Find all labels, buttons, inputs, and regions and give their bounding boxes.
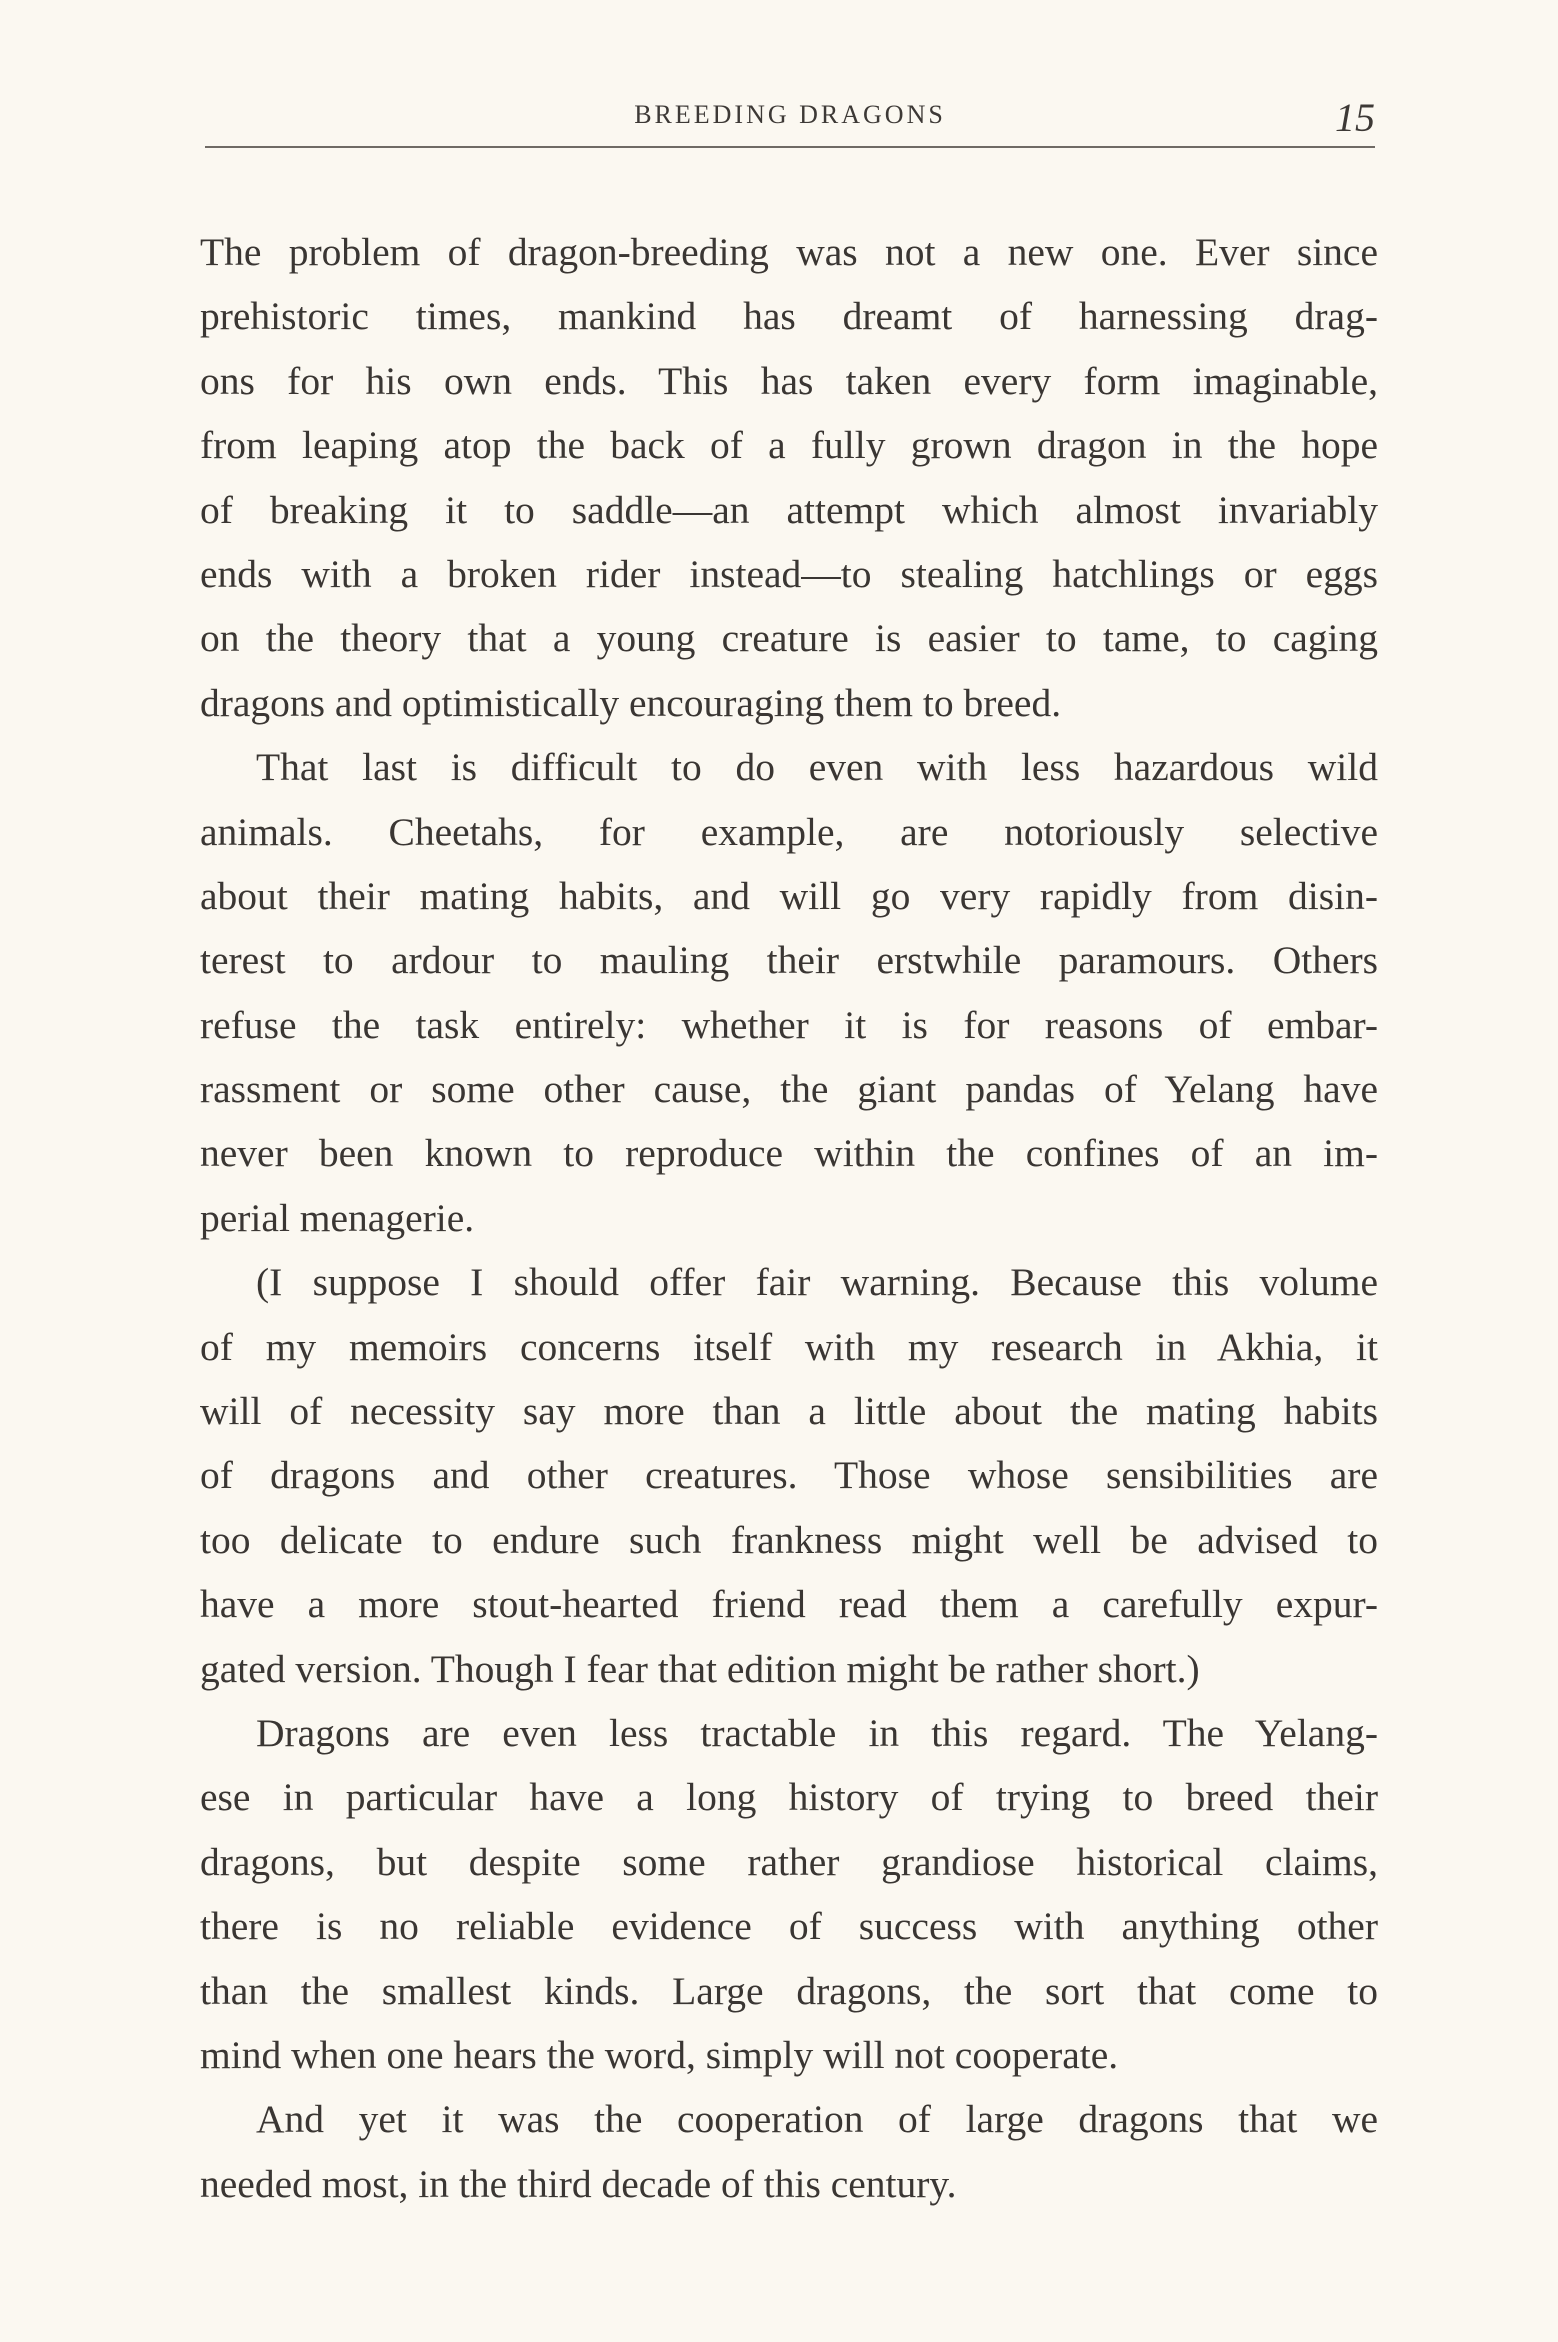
text-line: needed most, in the third decade of this century. bbox=[200, 2161, 957, 2206]
text-line: perial menagerie. bbox=[200, 1195, 475, 1240]
text-line: dragons and optimistically encouraging them to breed. bbox=[200, 680, 1062, 725]
text-line: That last is difficult to do even with less hazardous wild bbox=[256, 745, 1378, 790]
body-text bbox=[200, 220, 1378, 2216]
running-head bbox=[205, 92, 1375, 152]
text-line: from leaping atop the back of a fully grown dragon in the hope bbox=[200, 423, 1378, 468]
text-line: Dragons are even less tractable in this regard. The Yelang- bbox=[256, 1710, 1378, 1755]
page-number: 15 bbox=[1335, 95, 1375, 140]
text-line: ends with a broken rider instead—to stealing hatchlings or eggs bbox=[200, 551, 1378, 596]
text-line: mind when one hears the word, simply will not cooperate. bbox=[200, 2032, 1119, 2077]
text-line: ons for his own ends. This has taken every form imaginable, bbox=[200, 358, 1378, 403]
text-line: animals. Cheetahs, for example, are notoriously selective bbox=[200, 809, 1378, 854]
text-line: terest to ardour to mauling their erstwhile paramours. Others bbox=[200, 938, 1378, 983]
header-rule bbox=[205, 146, 1375, 148]
text-line: on the theory that a young creature is easier to tame, to caging bbox=[200, 616, 1378, 661]
text-line: dragons, but despite some rather grandiose historical claims, bbox=[200, 1839, 1378, 1884]
text-line: of my memoirs concerns itself with my research in Akhia, it bbox=[200, 1324, 1378, 1369]
text-line: of breaking it to saddle—an attempt which almost invariably bbox=[200, 487, 1378, 532]
text-line: (I suppose I should offer fair warning. Because this volume bbox=[256, 1260, 1378, 1305]
text-line: than the smallest kinds. Large dragons, the sort that come to bbox=[200, 1968, 1378, 2013]
text-line: gated version. Though I fear that edition might be rather short.) bbox=[200, 1646, 1200, 1691]
text-line: about their mating habits, and will go very rapidly from disin- bbox=[200, 873, 1378, 918]
running-title: BREEDING DRAGONS bbox=[634, 100, 946, 129]
text-line: The problem of dragon-breeding was not a new one. Ever since bbox=[200, 230, 1378, 274]
text-line: And yet it was the cooperation of large dragons that we bbox=[256, 2097, 1378, 2142]
text-line: have a more stout-hearted friend read them a carefully expur- bbox=[200, 1582, 1378, 1627]
text-line: of dragons and other creatures. Those whose sensibilities are bbox=[200, 1453, 1378, 1498]
text-line: refuse the task entirely: whether it is for reasons of embar- bbox=[200, 1002, 1378, 1047]
text-line: will of necessity say more than a little about the mating habits bbox=[200, 1389, 1378, 1434]
text-line: prehistoric times, mankind has dreamt of harnessing drag- bbox=[200, 294, 1378, 339]
text-line: there is no reliable evidence of success with anything other bbox=[200, 1904, 1378, 1949]
text-line: ese in particular have a long history of trying to breed their bbox=[200, 1775, 1378, 1820]
text-line: rassment or some other cause, the giant pandas of Yelang have bbox=[200, 1067, 1378, 1112]
text-line: too delicate to endure such frankness might well be advised to bbox=[200, 1517, 1378, 1562]
text-line: never been known to reproduce within the confines of an im- bbox=[200, 1131, 1378, 1176]
